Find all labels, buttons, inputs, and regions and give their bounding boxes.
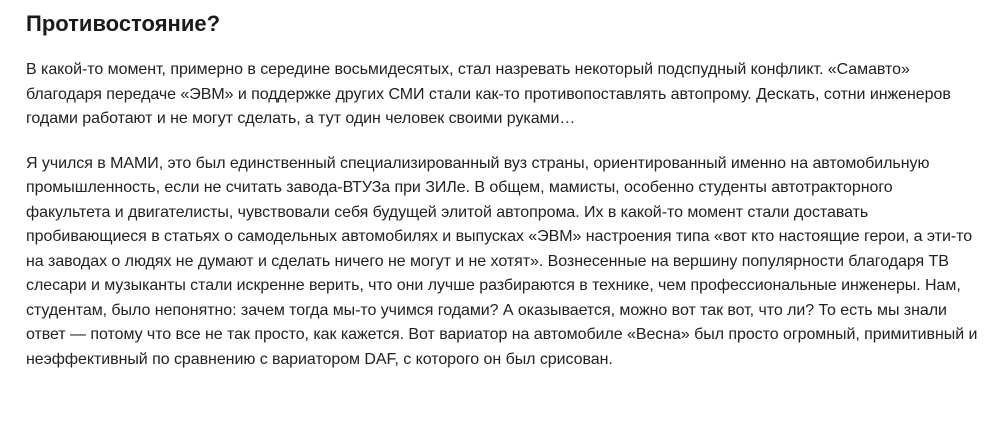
- paragraph-2: Я учился в МАМИ, это был единственный специализированный вуз страны, ориентированный именно на автомобильную промышленность, если не считать завода-ВТУЗа при ЗИЛе. В общем, мамисты, особенно студенты автотракторного факультета и двигателисты, чувствовали себя будущей элитой автопрома. Их в какой-то момент стали доставать пробивающиеся в статьях о самодельных автомобилях и выпусках «ЭВМ» настроения типа «вот кто настоящие герои, а эти-то на заводах о людях не думают и сделать ничего не могут и не хотят». Вознесенные на вершину популярности благодаря ТВ слесари и музыканты стали искренне верить, что они лучше разбираются в технике, чем профессиональные инженеры. Нам, студентам, было непонятно: зачем тогда мы-то учимся годами? А оказывается, можно вот так вот, что ли? То есть мы знали ответ — потому что все не так просто, как кажется. Вот вариатор на автомобиле «Весна» был просто огромный, примитивный и неэффективный по сравнению с вариатором DAF, с которого он был срисован.: [26, 154, 978, 368]
- paragraph-1: В какой-то момент, примерно в середине восьмидесятых, стал назревать некоторый подспудный конфликт. «Самавто» благодаря передаче «ЭВМ» и поддержке других СМИ стали как-то противопоставлять автопрому. Дескать, сотни инженеров годами работают и не могут сделать, а тут один человек своими руками…: [26, 61, 951, 127]
- section-heading: Противостояние?: [26, 11, 221, 36]
